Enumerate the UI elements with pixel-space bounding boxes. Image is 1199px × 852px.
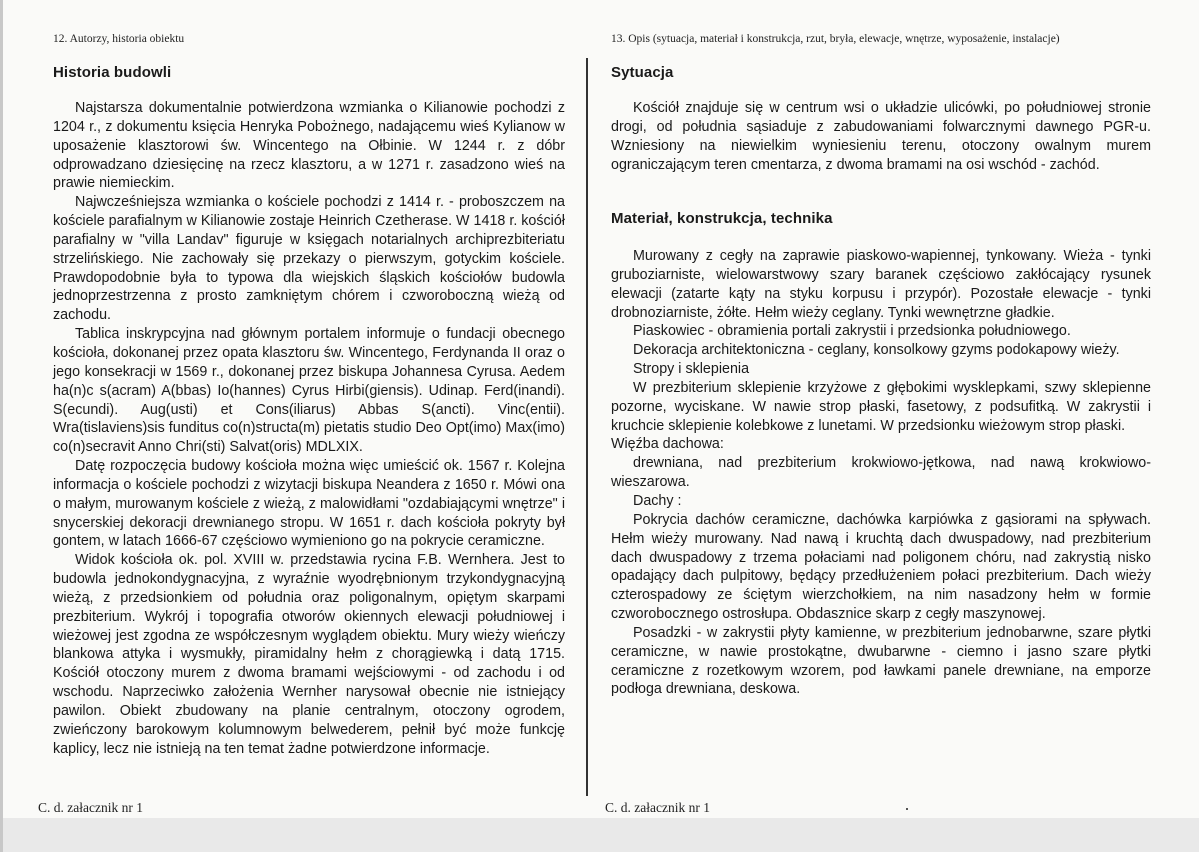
- material-paragraph: drewniana, nad prezbiterium krokwiowo-jętkowa, nad nawą krokwiowo-wieszarowa.: [611, 455, 1151, 491]
- situation-title: Sytuacja: [611, 64, 674, 81]
- history-paragraph: Datę rozpoczęcia budowy kościoła można więc umieścić ok. 1567 r. Kolejna informacja o kościele pochodzi z wizytacji biskupa Neandera z 1650 r. Mówi ona o małym, murowanym kościele z wieżą, z malowidłami "ozdabiającymi wnętrze" i snycerskiej dekoracji drewnianego stropu. W 1651 r. dach kościoła pokryty był gontem, w latach 1666-67 częściowo wymieniono go na pokrycie ceramiczne.: [53, 458, 565, 550]
- history-body: [53, 99, 565, 759]
- material-paragraph: W prezbiterium sklepienie krzyżowe z głębokimi wysklepkami, szwy sklepienne pozorne, wyciskane. W nawie strop płaski, fasetowy, z podsufitką. W zakrystii i kruchcie sklepienie kolebkowe z lunetami. W przedsionku wieżowym strop płaski.: [611, 379, 1151, 434]
- material-paragraph: Stropy i sklepienia: [633, 361, 750, 378]
- scan-speck: [906, 808, 908, 810]
- right-footer: C. d. załacznik nr 1: [605, 800, 710, 815]
- material-paragraph: Więźba dachowa:: [611, 436, 724, 453]
- material-paragraph: Murowany z cegły na zaprawie piaskowo-wapiennej, tynkowany. Wieża - tynki gruboziarniste, wielowarstwowy szary baranek częściowo zakłócający rysunek elewacji (zatarte kąty na styku korpusu i przypór). Pozostałe elewacje - tynki drobnoziarniste, żółte. Hełm wieży ceglany. Tynki wewnętrzne gładkie.: [611, 248, 1151, 321]
- section-header-12: 12. Autorzy, historia obiektu: [53, 33, 185, 45]
- material-body: [611, 247, 1151, 699]
- column-divider: [586, 58, 588, 796]
- material-paragraph: Dekoracja architektoniczna - ceglany, konsolkowy gzyms podokapowy wieży.: [633, 342, 1120, 359]
- material-paragraph: Posadzki - w zakrystii płyty kamienne, w prezbiterium jednobarwne, szare płytki ceramiczne, w nawie prostokątne, dwubarwne - ciemno i jasno szare płytki ceramiczne z rozetkowym wzorem, pod ławkami panele drewniane, na emporze podłoga drewniana, deskowa.: [611, 624, 1151, 698]
- history-paragraph: Najwcześniejsza wzmianka o kościele pochodzi z 1414 r. - proboszczem na kościele parafialnym w Kilianowie zostaje Heinrich Czetherase. W 1418 r. kościół parafialny w "villa Landav" figuruje w księgach notarialnych archiprezbiteriatu strzelińskiego. Nie zachowały się przekazy o pierwszym, gotyckim kościele. Prawdopodobnie była to typowa dla wiejskich śląskich kościołów budowla jednoprzestrzenna z prosto zamkniętym chórem i czworoboczną wieżą od zachodu.: [53, 194, 565, 324]
- situation-paragraph: Kościół znajduje się w centrum wsi o układzie ulicówki, po południowej stronie drogi, od południa sąsiaduje z zabudowaniami folwarcznymi dawnego PGR-u. Wzniesiony na niewielkim wyniesieniu terenu, otoczony owalnym murem ograniczającym teren cmentarza, z dwoma bramami na osi wschód - zachód.: [611, 100, 1151, 173]
- section-header-13: 13. Opis (sytuacja, materiał i konstrukcja, rzut, bryła, elewacje, wnętrze, wyposażenie, instalacje): [611, 33, 1060, 45]
- material-paragraph: Dachy :: [633, 492, 682, 509]
- material-paragraph: Piaskowiec - obramienia portali zakrystii i przedsionka południowego.: [633, 323, 1071, 340]
- material-title: Materiał, konstrukcja, technika: [611, 210, 833, 227]
- history-paragraph: Widok kościoła ok. pol. XVIII w. przedstawia rycina F.B. Wernhera. Jest to budowla jednokondygnacyjna, z wyraźnie wyodrębnionym trzykondygnacyjną wieżą, z przedsionkiem od południa oraz poligonalnym, opiętym skarpami prezbiterium. Wykrój i topografia otworów okiennych elewacji południowej i wieżowej jest zgodna ze współczesnym wyglądem obiektu. Mury wieży wieńczy blankowa attyka i wysmukły, piramidalny hełm z chorągiewką i datą 1715. Kościół otoczony murem z dwoma bramami wejściowymi - od zachodu i od wschodu. Naprzeciwko założenia Wernher narysował obecnie nie istniejący pawilon. Obiekt zbudowany na planie centralnym, otoczony ogrodem, zwieńczony barokowym kolumnowym belwederem, pełnił być może funkcję kaplicy, lecz nie istnieją na ten temat żadne potwierdzone informacje.: [53, 552, 565, 757]
- situation-body: [611, 99, 1151, 174]
- material-paragraph: Pokrycia dachów ceramiczne, dachówka karpiówka z gąsiorami na spływach. Hełm wieży murowany. Nad nawą i kruchtą dach dwuspadowy, nad prezbiterium dach dwuspadowy z trzema połaciami nad poligonem chóru, nad zakrystią nisko opadający dach pulpitowy, będący przedłużeniem połaci prezbiterium. Dach wieży czterospadowy ze ściętym wierzchołkiem, na nim nasadzony hełm w formie czworobocznego ostrosłupa. Obdasznice skarp z cegły maszynowej.: [611, 511, 1151, 623]
- scan-bottom-margin: [3, 818, 1199, 852]
- history-paragraph: Tablica inskrypcyjna nad głównym portalem informuje o fundacji obecnego kościoła, dokonanej przez opata klasztoru św. Wincentego, Ferdynanda II oraz o jego konsekracji w 1569 r., dokonanej przez biskupa Johannesa Cyrusa. Aedem ha(n)c s(acram) A(bbas) Io(hannes) Cyrus Hirbi(giensis). Udinap. Ferd(inandi). S(ecundi). Aug(usti) et Cons(iliarus) Abbas S(ancti). Vinc(entii). Wra(tislaviens)sis funditus co(n)structa(m) pietatis studio Deo Opt(imo) Max(imo) co(n)secravit Anno Chri(sti) Salvat(oris) MDLXIX.: [53, 326, 565, 456]
- history-paragraph: Najstarsza dokumentalnie potwierdzona wzmianka o Kilianowie pochodzi z 1204 r., z dokumentu księcia Henryka Pobożnego, nadającemu wieś Kylianow w uposażenie klasztorowi św. Wincentego na Ołbinie. W 1244 r. z dóbr odprowadzano dziesięcinę na rzecz klasztoru, a w 1271 r. zasadzono wieś na prawie niemieckim.: [53, 100, 565, 192]
- history-title: Historia budowli: [53, 64, 172, 81]
- left-footer: C. d. załacznik nr 1: [38, 800, 143, 815]
